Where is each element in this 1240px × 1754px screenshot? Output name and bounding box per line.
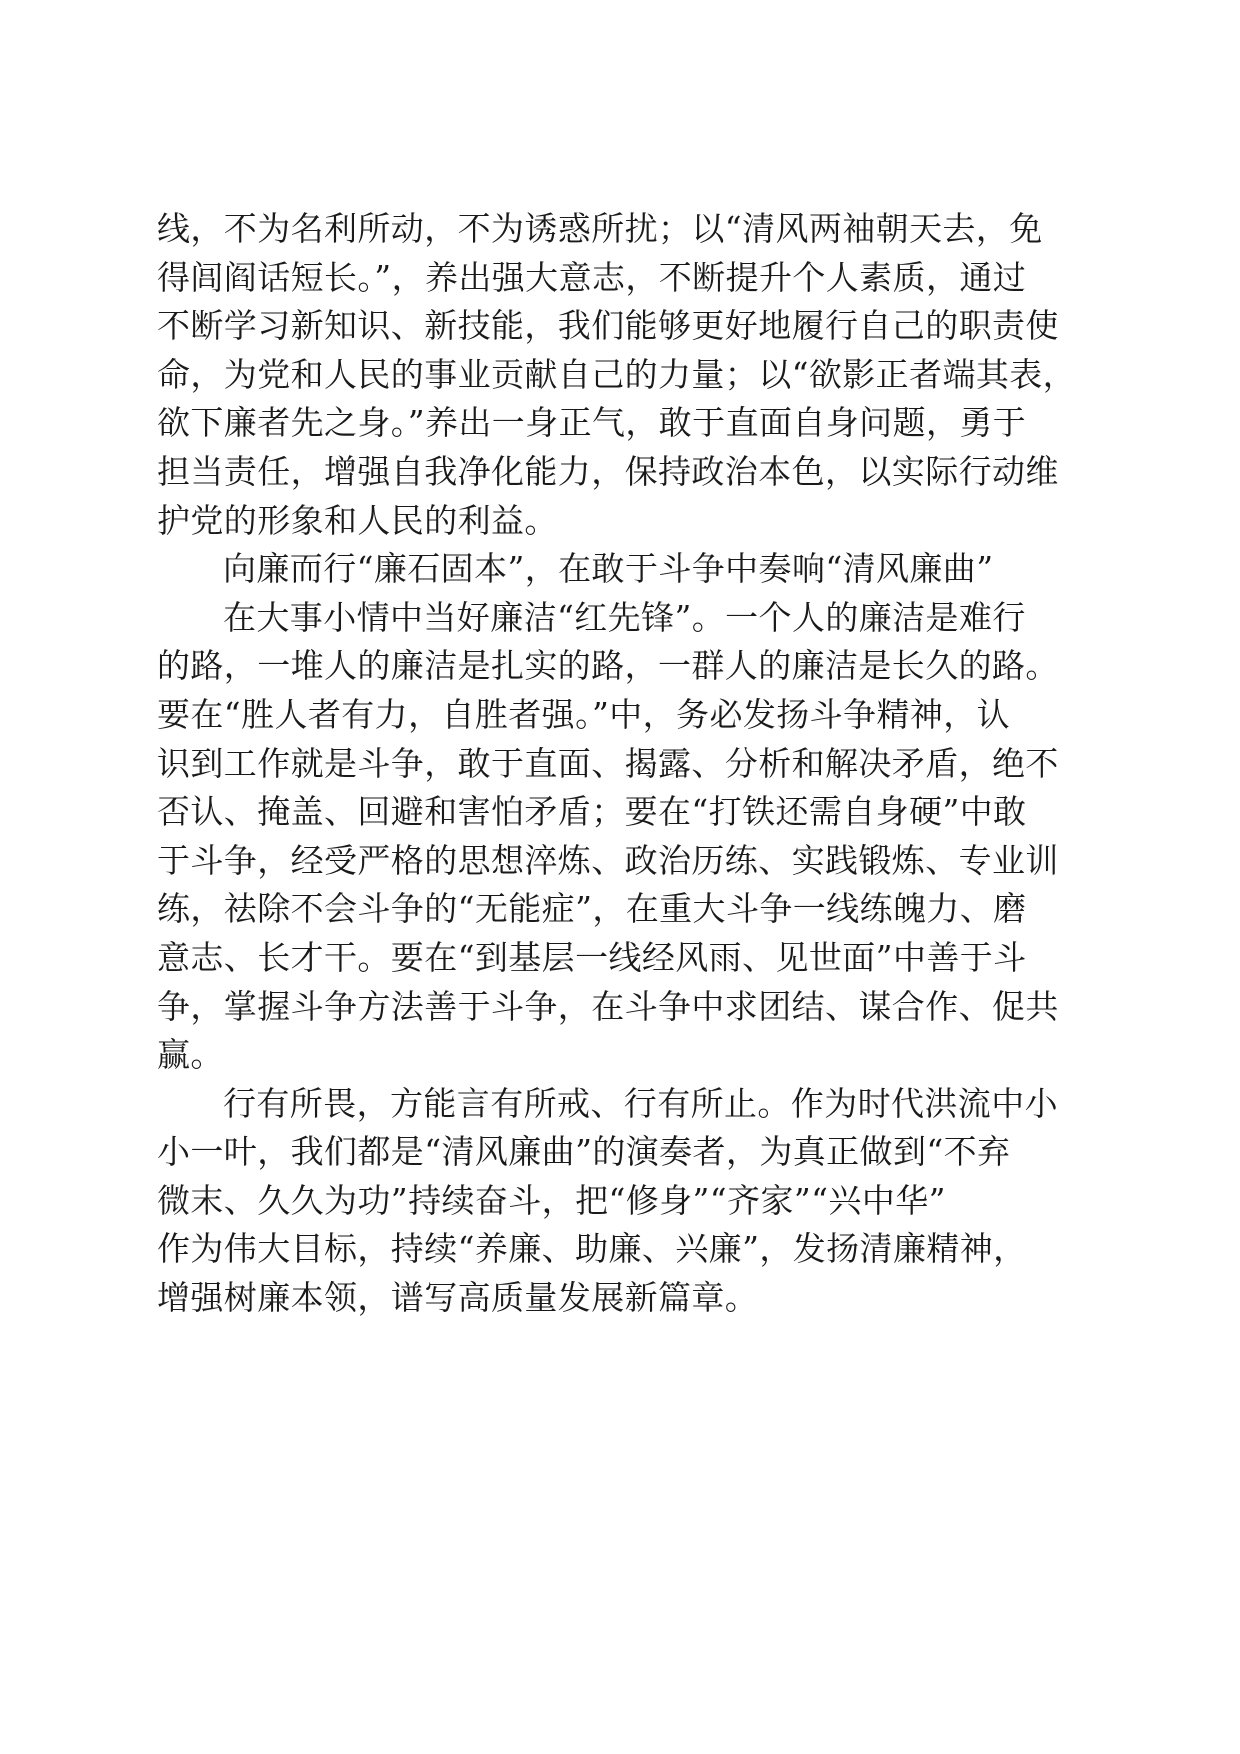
text-line: 在大事小情中当好廉洁“红先锋”。一个人的廉洁是难行 — [223, 597, 1026, 637]
text-line: 微末、久久为功”持续奋斗，把“修身”“齐家”“兴中华” — [157, 1180, 946, 1220]
text-line: 要在“胜人者有力，自胜者强。”中，务必发扬斗争精神，认 — [157, 694, 1011, 734]
text-line: 增强树廉本领，谱写高质量发展新篇章。 — [157, 1278, 759, 1318]
text-line: 的路，一堆人的廉洁是扎实的路，一群人的廉洁是长久的路。 — [157, 646, 1059, 686]
body-text — [157, 205, 1083, 1323]
text-line: 行有所畏，方能言有所戒、行有所止。作为时代洪流中小 — [223, 1083, 1058, 1123]
text-line: 小一叶，我们都是“清风廉曲”的演奏者，为真正做到“不弃 — [157, 1132, 1011, 1172]
text-line: 命，为党和人民的事业贡献自己的力量；以“欲影正者端其表， — [157, 354, 1077, 394]
text-line: 意志、长才干。要在“到基层一线经风雨、见世面”中善于斗 — [157, 937, 1027, 977]
text-line: 赢。 — [157, 1035, 224, 1075]
section-heading: 向廉而行“廉石固本”，在敢于斗争中奏响“清风廉曲” — [223, 549, 994, 589]
text-line: 线，不为名利所动，不为诱惑所扰；以“清风两袖朝天去，免 — [157, 209, 1043, 248]
text-line: 争，掌握斗争方法善于斗争，在斗争中求团结、谋合作、促共 — [157, 986, 1059, 1026]
text-line: 不断学习新知识、新技能，我们能够更好地履行自己的职责使 — [157, 306, 1059, 346]
text-line: 练，祛除不会斗争的“无能症”，在重大斗争一线练魄力、磨 — [157, 889, 1027, 929]
text-line: 护党的形象和人民的利益。 — [157, 500, 558, 540]
text-line: 于斗争，经受严格的思想淬炼、政治历练、实践锻炼、专业训 — [157, 840, 1059, 880]
text-line: 作为伟大目标，持续“养廉、助廉、兴廉”，发扬清廉精神， — [157, 1229, 1027, 1269]
text-line: 欲下廉者先之身。”养出一身正气，敢于直面自身问题，勇于 — [157, 403, 1027, 443]
text-line: 担当责任，增强自我净化能力，保持政治本色，以实际行动维 — [157, 451, 1059, 491]
text-line: 识到工作就是斗争，敢于直面、揭露、分析和解决矛盾，绝不 — [157, 743, 1059, 783]
text-line: 得闾阎话短长。”，养出强大意志，不断提升个人素质，通过 — [157, 257, 1027, 297]
text-line: 否认、掩盖、回避和害怕矛盾；要在“打铁还需自身硬”中敢 — [157, 792, 1027, 832]
